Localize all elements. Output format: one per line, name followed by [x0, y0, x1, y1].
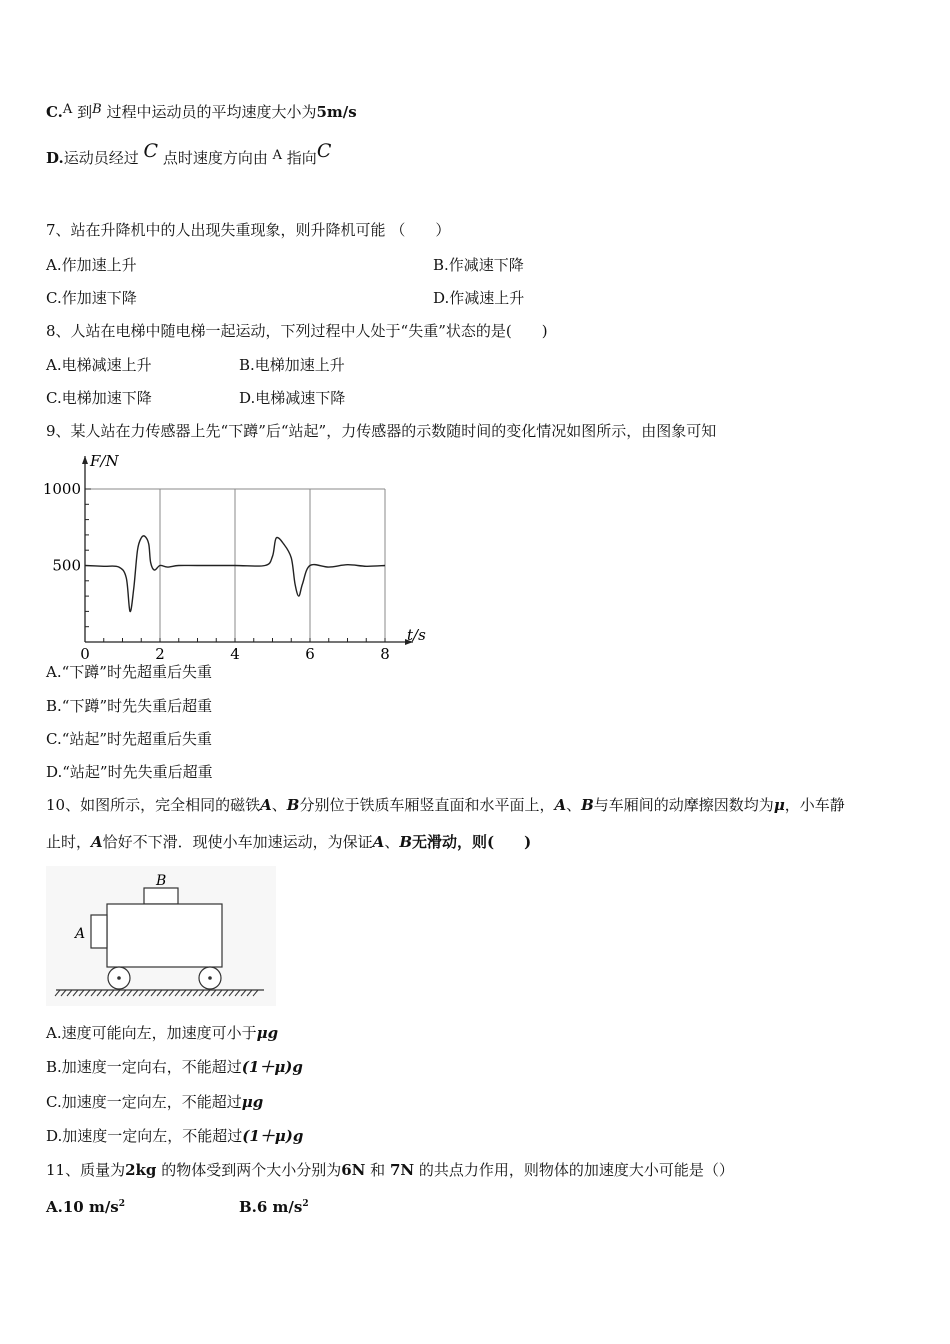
q9-option-d: D.“站起”时先失重后超重	[46, 763, 213, 781]
q10-sep2: 、	[566, 796, 582, 814]
y-axis-arrow	[82, 456, 88, 464]
q10-b2: B	[581, 796, 594, 814]
q10-stem-line2	[46, 832, 531, 852]
q6-c-point-a: A	[62, 102, 73, 117]
q6-d-text1: 运动员经过	[63, 149, 139, 167]
q10-mu: μ	[773, 796, 785, 814]
q10-b-value: (1＋μ)g	[241, 1058, 303, 1076]
x-tick-label: 8	[380, 645, 390, 663]
x-tick-label: 4	[230, 645, 240, 663]
q10-line2-c: 无滑动，则( )	[412, 833, 532, 851]
q6-d-point-c2: C	[316, 140, 332, 162]
q10-stem-a: 10、如图所示，完全相同的磁铁	[46, 796, 261, 814]
q10-a2: A	[554, 796, 567, 814]
q10-sep3: 、	[384, 833, 400, 851]
q6-d-label: D.	[46, 149, 64, 167]
q6-c-to: 到	[77, 103, 93, 121]
q9-option-c: C.“站起”时先超重后失重	[46, 730, 213, 748]
q11-a-sup: 2	[118, 1199, 126, 1209]
q10-a4: A	[372, 833, 385, 851]
chart-labels	[43, 452, 426, 663]
q10-b-text: B.加速度一定向右，不能超过	[46, 1058, 242, 1076]
q6-option-c	[46, 102, 357, 124]
q11-stem-b: 的物体受到两个大小分别为	[161, 1161, 342, 1179]
chart-axes	[82, 456, 413, 645]
q7-stem: 7、站在升降机中的人出现失重现象，则升降机可能 （ ）	[46, 221, 451, 239]
q11-b-text: B.6 m/s	[239, 1198, 303, 1216]
right-wheel-axle	[208, 976, 212, 980]
q6-d-point-c1: C	[143, 140, 159, 162]
q10-option-c	[46, 1092, 263, 1112]
q10-line2-b: 恰好不下滑．现使小车加速运动，为保证	[102, 833, 373, 851]
q7-option-a: A.作加速上升	[46, 256, 137, 274]
q10-a-value: μg	[256, 1024, 279, 1042]
q8-option-d: D.电梯减速下降	[239, 389, 346, 407]
q7-option-d: D.作减速上升	[433, 289, 525, 307]
cart-diagram	[46, 866, 276, 1006]
q10-d-value: (1＋μ)g	[242, 1127, 304, 1145]
x-tick-label: 2	[155, 645, 165, 663]
q6-c-value: 5m/s	[316, 103, 357, 121]
left-wheel-axle	[117, 976, 121, 980]
q11-and: 和	[370, 1161, 386, 1179]
q10-option-b	[46, 1057, 303, 1077]
q9-option-a: A.“下蹲”时先超重后失重	[46, 663, 212, 681]
q6-option-d	[46, 140, 332, 170]
q10-stem-c: 与车厢间的动摩擦因数均为	[593, 796, 774, 814]
x-axis-label: t/s	[407, 626, 426, 644]
q10-stem-d: ，小车静	[784, 796, 845, 814]
q9-stem: 9、某人站在力传感器上先“下蹲”后“站起”，力传感器的示数随时间的变化情况如图所示，由图象可知	[46, 422, 717, 440]
q6-c-text: 过程中运动员的平均速度大小为	[106, 103, 317, 121]
q10-a3: A	[91, 833, 103, 851]
q10-b1: B	[286, 796, 300, 814]
q11-option-a	[46, 1194, 125, 1217]
magnet-a-label: A	[75, 926, 86, 942]
y-tick-label: 1000	[42, 480, 81, 498]
q10-option-a	[46, 1023, 278, 1043]
q10-d-text: D.加速度一定向左，不能超过	[46, 1127, 243, 1145]
force-time-chart	[40, 448, 440, 663]
q11-force1: 6N	[341, 1161, 366, 1179]
q10-a1: A	[260, 796, 272, 814]
q9-option-b: B.“下蹲”时先失重后超重	[46, 697, 213, 715]
q6-d-text3: 指向	[286, 149, 317, 167]
q6-d-text2: 点时速度方向由	[162, 149, 268, 167]
q6-d-point-a: A	[272, 148, 283, 163]
q11-mass: 2kg	[125, 1161, 157, 1179]
q7-option-c: C.作加速下降	[46, 289, 137, 307]
q10-stem-b: 分别位于铁质车厢竖直面和水平面上，	[299, 796, 555, 814]
q10-option-d	[46, 1126, 303, 1146]
cart-body	[107, 904, 222, 967]
q7-option-b: B.作减速下降	[433, 256, 524, 274]
q8-option-b: B.电梯加速上升	[239, 356, 345, 374]
y-axis-label: F/N	[90, 452, 119, 470]
q10-line2-a: 止时，	[46, 833, 92, 851]
x-tick-label: 0	[80, 645, 90, 663]
q10-b4: B	[399, 833, 413, 851]
q6-c-label: C.	[46, 103, 63, 121]
magnet-b	[144, 888, 178, 904]
q11-a-text: A.10 m/s	[46, 1198, 119, 1216]
q10-a-text: A.速度可能向左，加速度可小于	[46, 1024, 257, 1042]
q8-option-c: C.电梯加速下降	[46, 389, 152, 407]
magnet-a	[91, 915, 107, 948]
q8-option-a: A.电梯减速上升	[46, 356, 152, 374]
q11-stem-c: 的共点力作用，则物体的加速度大小可能是（）	[418, 1161, 734, 1179]
q11-stem	[46, 1160, 734, 1180]
q11-force2: 7N	[389, 1161, 415, 1179]
y-tick-label: 500	[52, 556, 81, 575]
q11-stem-a: 11、质量为	[46, 1161, 126, 1179]
q11-option-b	[239, 1194, 309, 1217]
q10-sep1: 、	[271, 796, 287, 814]
q10-stem-line1	[46, 795, 845, 815]
q10-c-value: μg	[241, 1093, 264, 1111]
magnet-b-label: B	[156, 873, 167, 889]
q6-c-point-b: B	[92, 102, 102, 117]
x-tick-label: 6	[305, 645, 315, 663]
q11-b-sup: 2	[302, 1199, 309, 1209]
q8-stem: 8、人站在电梯中随电梯一起运动，下列过程中人处于“失重”状态的是( )	[46, 322, 548, 340]
q10-c-text: C.加速度一定向左，不能超过	[46, 1093, 242, 1111]
